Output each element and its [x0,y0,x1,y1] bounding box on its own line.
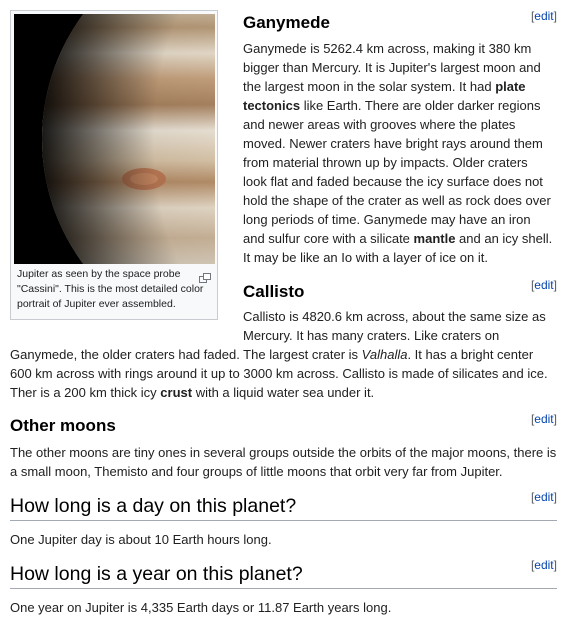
figure-caption: Jupiter as seen by the space probe "Cassini". This is the most detailed color portrait of Jupiter ever assembled. [17,268,204,310]
other-moons-text: The other moons are tiny ones in several groups outside the orbits of the major moons, there is a small moon, Themisto and four groups of little moons that orbit very far from Jupiter. [10,445,557,479]
day-length-text: One Jupiter day is about 10 Earth hours long. [10,532,272,547]
heading-ganymede: Ganymede [243,13,330,32]
edit-link-other-moons[interactable]: [edit] [530,412,557,426]
edit-link-day[interactable]: [edit] [530,490,557,504]
heading-other-moons: Other moons [10,416,116,435]
heading-year-length: How long is a year on this planet? [10,562,557,589]
edit-link-ganymede[interactable]: [edit] [530,9,557,23]
callisto-text: Ganymede, the older craters had faded. The largest crater is Valhalla. It has a bright center 600 km across with rings around it up to 3000 km across. Callisto is made of silicates and ice. Ther is a 200 km thick icy crust with a liquid water sea under it. [10,347,548,400]
enlarge-icon[interactable] [199,273,211,283]
jupiter-planet-graphic [14,14,215,264]
heading-day-length: How long is a day on this planet? [10,494,557,521]
heading-callisto: Callisto [243,282,305,301]
edit-link-callisto[interactable]: [edit] [530,278,557,292]
jupiter-figure [10,10,218,320]
callisto-text-line2: Mercury. It has many craters. Like craters on [243,328,500,343]
year-length-text: One year on Jupiter is 4,335 Earth days or 11.87 Earth years long. [10,600,392,615]
callisto-text-line1: Callisto is 4820.6 km across, about the same size as [243,309,546,324]
edit-link-year[interactable]: [edit] [530,558,557,572]
jupiter-image[interactable] [14,14,215,264]
ganymede-text: Ganymede is 5262.4 km across, making it 380 km bigger than Mercury. It is Jupiter's largest moon and the largest moon in the solar system. It had plate tectonics like Earth. There are older darker regions and newer areas with grooves where the plates moved. Newer craters have bright rays around them from material thrown up by impacts. Older craters look flat and faded because the icy surface does not hold the shape of the crater as well as rock does over long periods of time. Ganymede may have an iron and sulfur core with a silicate mantle and an icy shell. It may be like an Io with a layer of ice on it. [243,41,553,265]
